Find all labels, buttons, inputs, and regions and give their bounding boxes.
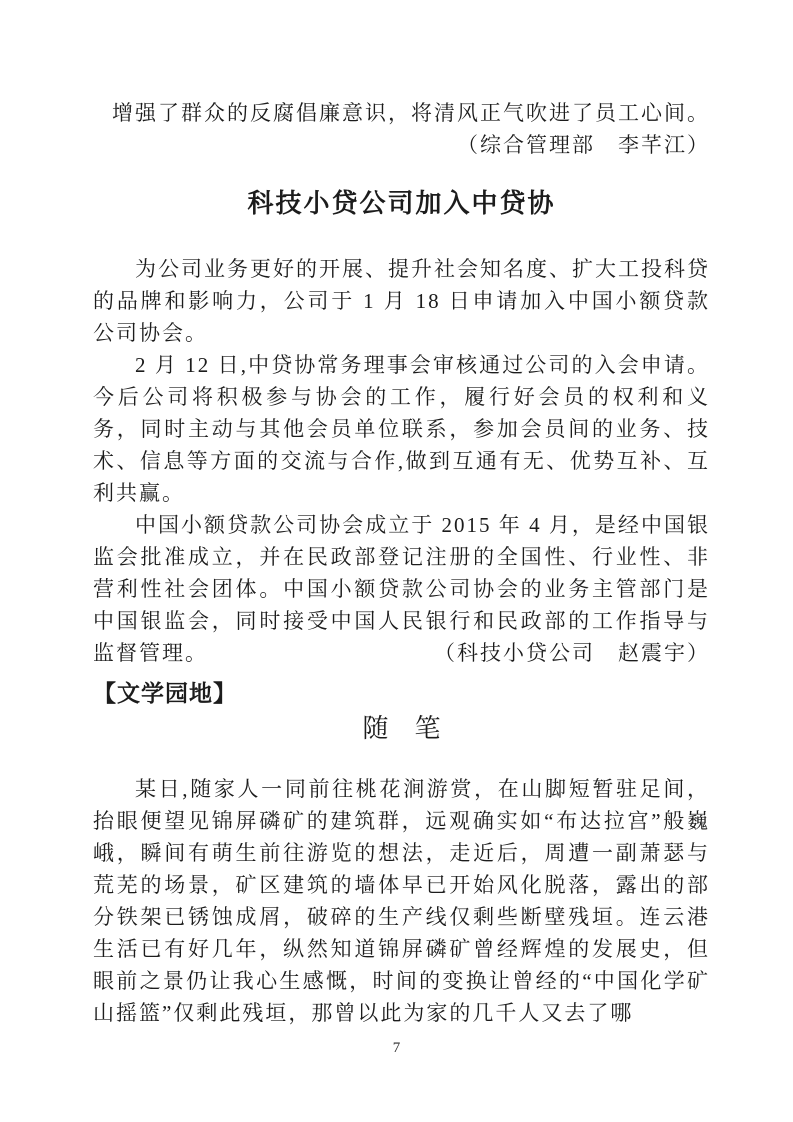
literature-section-marker: 【文学园地】 bbox=[93, 681, 237, 706]
article-paragraph-3 bbox=[93, 509, 710, 669]
prev-article-closing-line: 增强了群众的反腐倡廉意识，将清风正气吹进了员工心间。 bbox=[112, 101, 710, 125]
article-title: 科技小贷公司加入中贷协 bbox=[247, 188, 556, 218]
essay-title: 随 笔 bbox=[362, 713, 441, 743]
article-paragraph-3-text: 中国小额贷款公司协会成立于 2015 年 4 月，是经中国银监会批准成立，并在民政部登记注册的全国性、行业性、非营利性社会团体。中国小额贷款公司协会的业务主管部门是中国银监会，同时接受中国人民银行和民政部的工作指导与监督管理。 bbox=[93, 513, 710, 665]
page-number: 7 bbox=[392, 1040, 401, 1056]
essay-paragraph: 某日,随家人一同前往桃花涧游赏，在山脚短暂驻足间，抬眼便望见锦屏磷矿的建筑群，远观确实如“布达拉宫”般巍峨，瞬间有萌生前往游览的想法，走近后，周遭一副萧瑟与荒芜的场景，矿区建筑的墙体早已开始风化脱落，露出的部分铁架已锈蚀成屑，破碎的生产线仅剩些断壁残垣。连云港生活已有好几年，纵然知道锦屏磷矿曾经辉煌的发展史，但眼前之景仍让我心生感慨，时间的变换让曾经的“中国化学矿山摇篮”仅剩此残垣，那曾以此为家的几千人又去了哪 bbox=[93, 777, 710, 1025]
article-byline: （科技小贷公司 赵震宇） bbox=[434, 641, 710, 665]
page-content bbox=[93, 97, 710, 1029]
prev-article-byline: （综合管理部 李芊江） bbox=[457, 133, 710, 157]
article-paragraph-2: 2 月 12 日,中贷协常务理事会审核通过公司的入会申请。今后公司将积极参与协会的工作，履行好会员的权利和义务，同时主动与其他会员单位联系，参加会员间的业务、技术、信息等方面的交流与合作,做到互通有无、优势互补、互利共赢。 bbox=[93, 353, 710, 505]
article-paragraph-1: 为公司业务更好的开展、提升社会知名度、扩大工投科贷的品牌和影响力，公司于 1 月 18 日申请加入中国小额贷款公司协会。 bbox=[93, 257, 710, 345]
